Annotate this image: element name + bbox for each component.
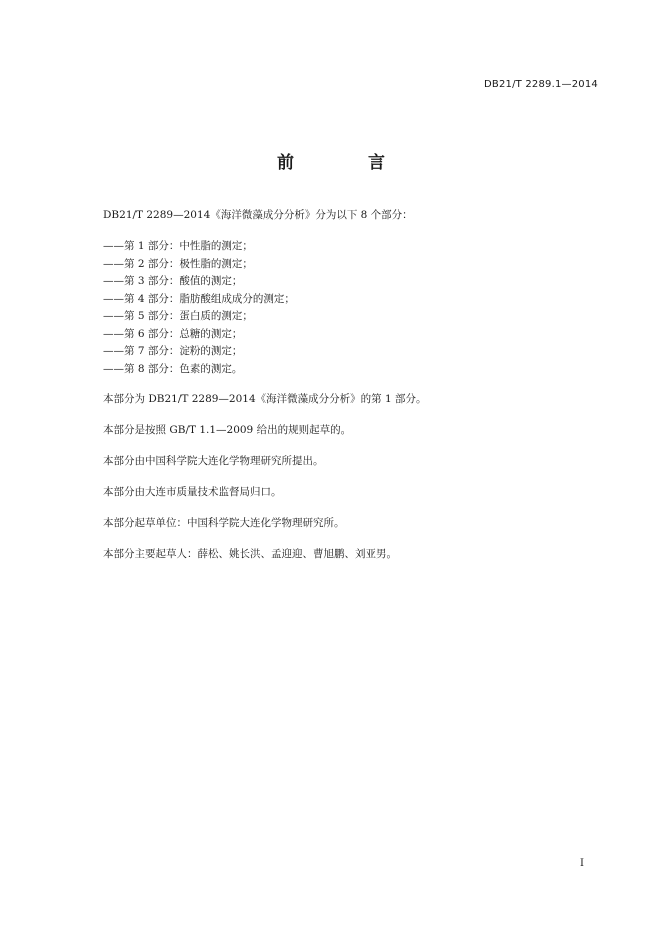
parts-list bbox=[103, 238, 603, 378]
list-item: ——第 2 部分：极性脂的测定； bbox=[103, 257, 253, 270]
list-item: ——第 5 部分：蛋白质的测定； bbox=[103, 310, 253, 322]
list-item: ——第 1 部分：中性脂的测定； bbox=[103, 240, 253, 252]
document-body bbox=[103, 207, 603, 577]
drafting-rules-paragraph: 本部分是按照 GB/T 1.1—2009 给出的规则起草的。 bbox=[103, 424, 352, 436]
page-title: 前 言 bbox=[277, 153, 419, 173]
drafters-paragraph: 本部分主要起草人：薛松、姚长洪、孟迎迎、曹旭鹏、刘亚男。 bbox=[103, 548, 397, 560]
list-item: ——第 4 部分：脂肪酸组成成分的测定； bbox=[103, 292, 295, 305]
document-code: DB21/T 2289.1—2014 bbox=[484, 79, 598, 90]
page-number: I bbox=[580, 858, 584, 869]
proposer-paragraph: 本部分由中国科学院大连化学物理研究所提出。 bbox=[103, 455, 324, 467]
drafting-unit-paragraph: 本部分起草单位：中国科学院大连化学物理研究所。 bbox=[103, 517, 345, 529]
list-item: ——第 7 部分：淀粉的测定； bbox=[103, 345, 243, 357]
list-item: ——第 3 部分：酸值的测定； bbox=[103, 275, 243, 287]
intro-paragraph: DB21/T 2289—2014《海洋微藻成分分析》分为以下 8 个部分： bbox=[103, 209, 413, 221]
part-statement-paragraph: 本部分为 DB21/T 2289—2014《海洋微藻成分分析》的第 1 部分。 bbox=[103, 393, 427, 405]
list-item: ——第 8 部分：色素的测定。 bbox=[103, 362, 243, 375]
list-item: ——第 6 部分：总糖的测定； bbox=[103, 327, 243, 340]
authority-paragraph: 本部分由大连市质量技术监督局归口。 bbox=[103, 486, 282, 498]
